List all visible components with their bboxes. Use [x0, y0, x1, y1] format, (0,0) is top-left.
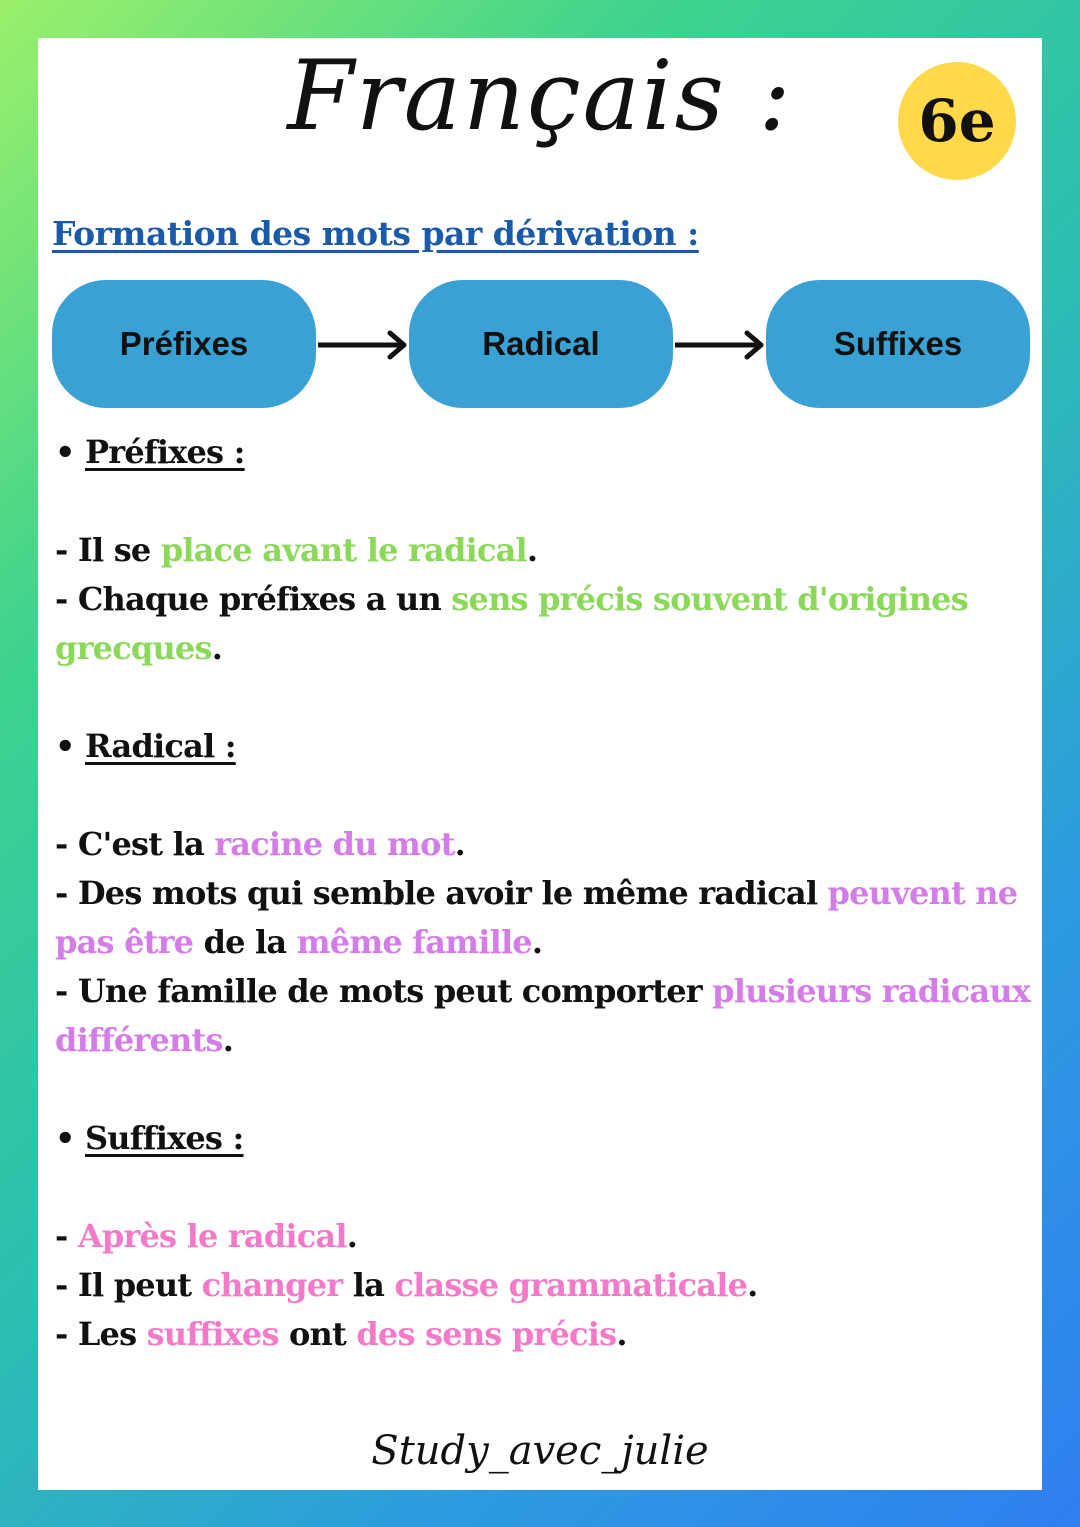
note-line: - Une famille de mots peut comporter plusieurs radicaux différents.: [55, 972, 1031, 1059]
grade-badge: 6e: [898, 62, 1016, 180]
note-line: - C'est la racine du mot.: [55, 825, 465, 863]
page-title: Français :: [287, 40, 793, 152]
radical-notes: [55, 820, 1035, 1065]
section-heading: Formation des mots par dérivation :: [52, 214, 699, 253]
flow-box-radical: Radical: [409, 280, 673, 408]
note-line: - Des mots qui semble avoir le même radical peuvent ne pas être de la même famille.: [55, 874, 1018, 961]
arrow-right-icon: [675, 330, 767, 360]
notes-content: [55, 428, 1035, 1359]
prefixes-notes: [55, 526, 1035, 673]
arrow-right-icon: [318, 330, 410, 360]
radical-title: • Radical :: [55, 727, 236, 765]
note-line: - Il se place avant le radical.: [55, 531, 538, 569]
suffixes-title: • Suffixes :: [55, 1119, 244, 1157]
note-line: - Les suffixes ont des sens précis.: [55, 1315, 627, 1353]
suffixes-notes: [55, 1212, 1035, 1359]
note-line: - Chaque préfixes a un sens précis souvent d'origines grecques.: [55, 580, 968, 667]
flow-box-prefixes: Préfixes: [52, 280, 316, 408]
note-line: - Après le radical.: [55, 1217, 358, 1255]
flow-box-suffixes: Suffixes: [766, 280, 1030, 408]
author-signature: Study_avec_julie: [371, 1428, 709, 1474]
prefixes-title: • Préfixes :: [55, 433, 245, 471]
note-line: - Il peut changer la classe grammaticale.: [55, 1266, 758, 1304]
